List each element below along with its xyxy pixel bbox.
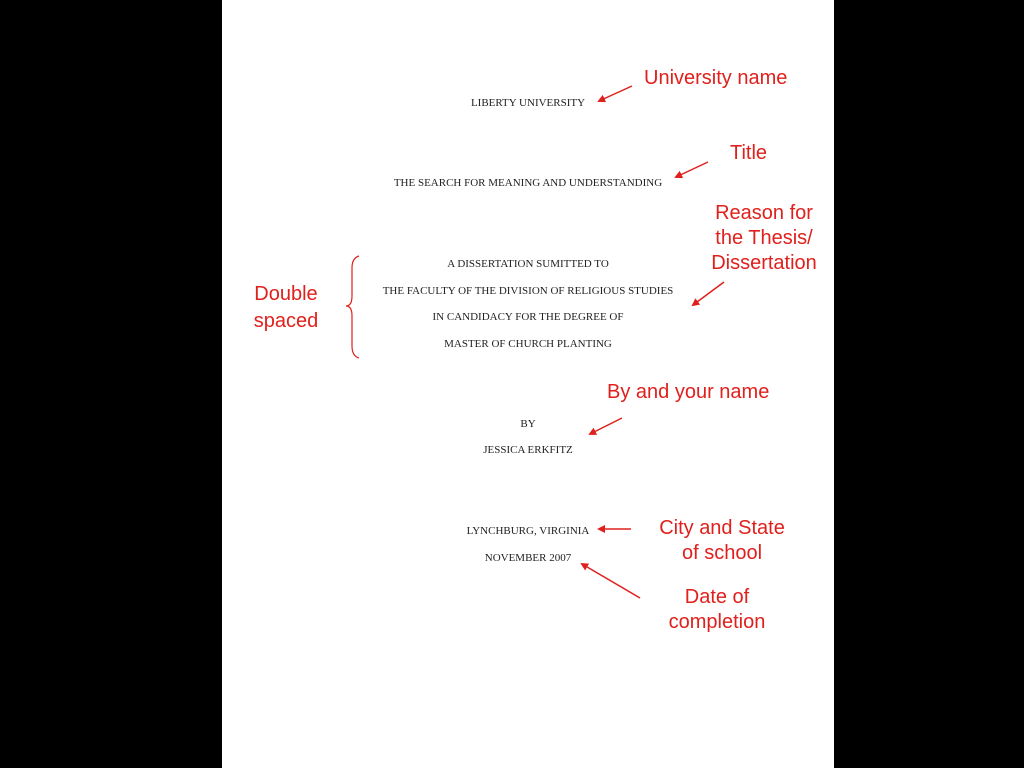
reason-line-4: MASTER OF CHURCH PLANTING: [444, 338, 612, 350]
university-line: LIBERTY UNIVERSITY: [470, 97, 586, 109]
annotation-university-name: University name: [644, 67, 788, 89]
annotation-by-name: By and your name: [607, 381, 770, 403]
annotation-reason-line-1: Reason for: [715, 202, 813, 224]
annotation-double-spaced: [246, 281, 326, 335]
annotation-city-state-line-1: City and State: [659, 517, 785, 539]
annotation-date-completion-line-2: completion: [668, 611, 766, 633]
annotation-double-spaced-line-1: Double: [254, 283, 318, 305]
annotation-date-completion-line-1: Date of: [684, 586, 750, 608]
annotation-city-state: [648, 516, 796, 566]
reason-line-1: A DISSERTATION SUMITTED TO: [447, 258, 609, 270]
date-line: NOVEMBER 2007: [484, 552, 572, 564]
annotation-double-spaced-line-2: spaced: [253, 310, 319, 332]
location-line: LYNCHBURG, VIRGINIA: [466, 525, 590, 537]
annotation-reason-line-3: Dissertation: [711, 252, 817, 274]
annotation-reason: [703, 201, 825, 276]
annotation-city-state-line-2: of school: [681, 542, 763, 564]
title-line: THE SEARCH FOR MEANING AND UNDERSTANDING: [393, 177, 663, 189]
annotation-title: Title: [730, 142, 768, 164]
reason-line-3: IN CANDIDACY FOR THE DEGREE OF: [432, 311, 624, 323]
author-line: JESSICA ERKFITZ: [483, 444, 573, 456]
annotation-reason-line-2: the Thesis/: [715, 227, 813, 249]
annotation-date-completion: [656, 585, 778, 635]
by-line: BY: [520, 418, 536, 430]
reason-line-2: THE FACULTY OF THE DIVISION OF RELIGIOUS STUDIES: [382, 285, 674, 297]
